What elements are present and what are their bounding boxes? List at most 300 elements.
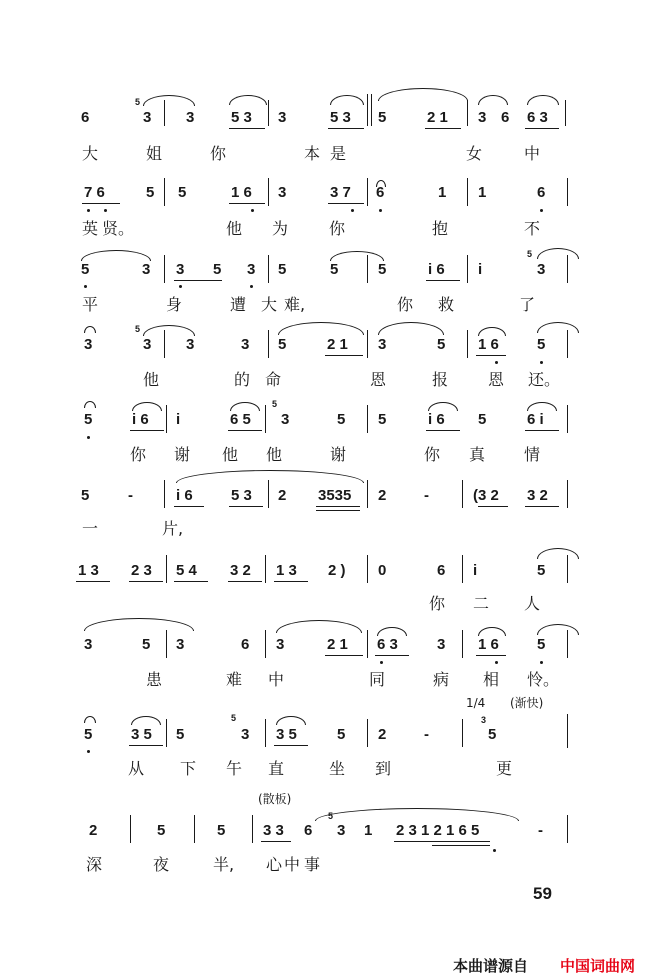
lyric-char: 下 bbox=[180, 759, 197, 778]
note-group: 0 bbox=[378, 562, 387, 579]
bar-line bbox=[166, 719, 167, 747]
slur-arc bbox=[537, 548, 579, 559]
underline-beam bbox=[130, 430, 164, 431]
note-group: 1 bbox=[438, 184, 447, 201]
note-group: 6 bbox=[81, 109, 90, 126]
lyric-char: 你 bbox=[424, 445, 441, 464]
octave-dot bbox=[540, 361, 543, 364]
note-group: 5 bbox=[537, 336, 546, 353]
underline-beam bbox=[432, 845, 490, 846]
lyric-char: 你 bbox=[130, 445, 147, 464]
note-group: 3 5 bbox=[276, 726, 297, 743]
note-group: 3 bbox=[143, 336, 152, 353]
lyric-char: 不 bbox=[524, 219, 541, 238]
source-label: 本曲谱源自 bbox=[453, 957, 529, 975]
note-group: 2 bbox=[378, 726, 387, 743]
octave-dot bbox=[84, 285, 87, 288]
note-group: 5 bbox=[478, 411, 487, 428]
bar-line bbox=[268, 255, 269, 283]
underline-beam bbox=[174, 506, 204, 507]
lyric-char: 你 bbox=[397, 295, 414, 314]
lyric-char: 大 bbox=[82, 144, 99, 163]
bar-line bbox=[467, 178, 468, 206]
underline-beam bbox=[76, 581, 110, 582]
note-group: 5 bbox=[537, 562, 546, 579]
note-group: 3 bbox=[241, 726, 250, 743]
note-group: 3 bbox=[176, 636, 185, 653]
note-group: 2 3 1 2 1 6 5 bbox=[396, 822, 480, 839]
site-watermark-link[interactable]: 中国词曲网 bbox=[560, 957, 636, 975]
note-group: 5 bbox=[278, 261, 287, 278]
bar-line bbox=[268, 100, 269, 126]
note-group: 3 bbox=[186, 109, 195, 126]
octave-dot bbox=[380, 661, 383, 664]
lyric-char: 片, bbox=[162, 519, 184, 538]
bar-line bbox=[567, 714, 568, 748]
octave-dot bbox=[250, 285, 253, 288]
bar-line bbox=[367, 480, 368, 508]
bar-line bbox=[462, 480, 463, 508]
note-group: 6 bbox=[241, 636, 250, 653]
bar-line bbox=[194, 815, 195, 843]
note-group: i 6 bbox=[428, 261, 445, 278]
underline-beam bbox=[229, 128, 265, 129]
bar-line bbox=[166, 630, 167, 658]
note-group: 2 bbox=[378, 487, 387, 504]
lyric-char: 是 bbox=[330, 144, 347, 163]
lyric-char: 直 bbox=[268, 759, 285, 778]
bar-line bbox=[265, 630, 266, 658]
note-group: i 6 bbox=[132, 411, 149, 428]
underline-beam bbox=[426, 430, 460, 431]
note-group: 5 bbox=[81, 261, 90, 278]
note-group: 6 5 bbox=[230, 411, 251, 428]
note-group: 5 4 bbox=[176, 562, 197, 579]
lyric-char: 怜。 bbox=[527, 670, 560, 689]
bar-line bbox=[367, 719, 368, 747]
grace-note: 5 bbox=[328, 811, 334, 821]
note-group: 5 3 bbox=[231, 109, 252, 126]
underline-beam bbox=[478, 506, 508, 507]
underline-beam bbox=[274, 581, 308, 582]
slur-arc bbox=[478, 95, 508, 105]
lyric-char: 他 bbox=[222, 445, 239, 464]
slur-arc bbox=[376, 180, 386, 187]
note-group: - bbox=[538, 822, 543, 839]
note-group: 7 6 bbox=[84, 184, 105, 201]
note-group: 1 bbox=[478, 184, 487, 201]
lyric-char: 真 bbox=[469, 445, 486, 464]
note-group: 6 bbox=[376, 184, 385, 201]
bar-line bbox=[567, 815, 568, 843]
lyric-char: 英 bbox=[82, 219, 99, 238]
bar-line bbox=[567, 405, 568, 433]
lyric-char: 姐 bbox=[146, 144, 163, 163]
note-group: i bbox=[478, 261, 483, 278]
note-group: 5 bbox=[337, 726, 346, 743]
note-group: 5 bbox=[378, 109, 387, 126]
grace-note: 5 bbox=[135, 97, 141, 107]
note-group: 3 bbox=[378, 336, 387, 353]
slur-arc bbox=[278, 322, 364, 335]
octave-dot bbox=[540, 661, 543, 664]
note-group: 2 bbox=[89, 822, 98, 839]
note-group: 6 bbox=[501, 109, 510, 126]
lyric-char: 你 bbox=[329, 219, 346, 238]
slur-arc bbox=[84, 716, 96, 723]
slur-arc bbox=[276, 620, 362, 633]
underline-beam bbox=[328, 203, 364, 204]
lyric-char: 夜 bbox=[153, 855, 170, 874]
lyric-char: 你 bbox=[210, 144, 227, 163]
slur-arc bbox=[143, 325, 195, 336]
lyric-char: 情 bbox=[524, 445, 541, 464]
underline-beam bbox=[375, 655, 409, 656]
lyric-char: 难, bbox=[284, 295, 306, 314]
lyric-char: 中 bbox=[524, 144, 541, 163]
lyric-char: 了 bbox=[519, 295, 536, 314]
lyric-char: 的 bbox=[234, 370, 251, 389]
grace-note: 5 bbox=[527, 249, 533, 259]
underline-beam bbox=[228, 581, 262, 582]
note-group: 6 bbox=[304, 822, 313, 839]
bar-line bbox=[467, 255, 468, 283]
note-group: 1 bbox=[364, 822, 373, 839]
bar-line bbox=[567, 255, 568, 283]
lyric-char: 坐 bbox=[329, 759, 346, 778]
note-group: 5 bbox=[330, 261, 339, 278]
note-group: 6 bbox=[537, 184, 546, 201]
bar-line bbox=[567, 480, 568, 508]
bar-line bbox=[265, 405, 266, 433]
lyric-char: 难 bbox=[226, 670, 243, 689]
octave-dot bbox=[87, 209, 90, 212]
octave-dot bbox=[104, 209, 107, 212]
grace-note: 3 bbox=[481, 715, 487, 725]
note-group: 3 2 bbox=[527, 487, 548, 504]
note-group: 5 bbox=[488, 726, 497, 743]
note-group: 2 bbox=[278, 487, 287, 504]
note-group: 5 bbox=[176, 726, 185, 743]
lyric-char: 他 bbox=[266, 445, 283, 464]
slur-arc bbox=[378, 88, 468, 101]
bar-line bbox=[567, 555, 568, 583]
lyric-char: 心 bbox=[266, 855, 283, 874]
octave-dot bbox=[495, 361, 498, 364]
note-group: 5 bbox=[337, 411, 346, 428]
note-group: 6 i bbox=[527, 411, 544, 428]
note-group: 3 bbox=[84, 636, 93, 653]
octave-dot bbox=[379, 209, 382, 212]
underline-beam bbox=[325, 655, 363, 656]
bar-line bbox=[367, 555, 368, 583]
grace-note: 5 bbox=[231, 713, 237, 723]
lyric-char: 恩 bbox=[488, 370, 505, 389]
note-group: 5 bbox=[146, 184, 155, 201]
octave-dot bbox=[540, 209, 543, 212]
note-group: - bbox=[424, 487, 429, 504]
bar-line bbox=[166, 555, 167, 583]
note-group: 5 bbox=[437, 336, 446, 353]
note-group: 3 bbox=[278, 109, 287, 126]
lyric-char: 二 bbox=[473, 594, 490, 613]
lyric-char: 午 bbox=[226, 759, 243, 778]
bar-line bbox=[367, 405, 368, 433]
lyric-char: 为 bbox=[272, 219, 289, 238]
slur-arc bbox=[537, 624, 579, 635]
slur-arc bbox=[229, 95, 267, 105]
note-group: 5 bbox=[378, 411, 387, 428]
note-group: 5 bbox=[217, 822, 226, 839]
slur-arc bbox=[378, 322, 444, 335]
underline-beam bbox=[525, 430, 559, 431]
note-group: i bbox=[473, 562, 478, 579]
note-group: 3 bbox=[247, 261, 256, 278]
note-group: i 6 bbox=[176, 487, 193, 504]
note-group: 2 1 bbox=[427, 109, 448, 126]
note-group: 6 3 bbox=[377, 636, 398, 653]
underline-beam bbox=[328, 128, 364, 129]
grace-note: 5 bbox=[272, 399, 278, 409]
lyric-char: 他 bbox=[143, 370, 160, 389]
lyric-char: 本 bbox=[304, 144, 321, 163]
note-group: i bbox=[176, 411, 181, 428]
lyric-char: 中 bbox=[268, 670, 285, 689]
bar-line bbox=[371, 94, 372, 126]
note-group: 2 1 bbox=[327, 636, 348, 653]
lyric-char: 报 bbox=[432, 370, 449, 389]
underline-beam bbox=[229, 203, 265, 204]
bar-line bbox=[567, 330, 568, 358]
underline-beam bbox=[316, 506, 360, 507]
meter-marking: 1/4 bbox=[466, 696, 486, 710]
note-group: 3 5 bbox=[131, 726, 152, 743]
note-group: 3 bbox=[142, 261, 151, 278]
bar-line bbox=[268, 480, 269, 508]
note-group: 3 bbox=[281, 411, 290, 428]
lyric-char: 患 bbox=[146, 670, 163, 689]
underline-beam bbox=[174, 581, 208, 582]
bar-line bbox=[467, 330, 468, 358]
slur-arc bbox=[315, 808, 519, 821]
slur-arc bbox=[132, 402, 162, 411]
lyric-char: 一 bbox=[82, 519, 99, 538]
slur-arc bbox=[478, 627, 506, 636]
tempo-marking: (渐快) bbox=[510, 696, 544, 710]
slur-arc bbox=[330, 95, 364, 105]
octave-dot bbox=[251, 209, 254, 212]
bar-line bbox=[462, 555, 463, 583]
underline-beam bbox=[229, 506, 263, 507]
underline-beam bbox=[425, 128, 461, 129]
underline-beam bbox=[325, 355, 363, 356]
note-group: 5 bbox=[84, 726, 93, 743]
underline-beam bbox=[525, 128, 559, 129]
lyric-char: 大 bbox=[261, 295, 278, 314]
underline-beam bbox=[129, 581, 163, 582]
slur-arc bbox=[330, 251, 384, 261]
underline-beam bbox=[476, 355, 506, 356]
note-group: 3 2 bbox=[230, 562, 251, 579]
underline-beam bbox=[525, 506, 559, 507]
page-number: 59 bbox=[533, 884, 552, 903]
note-group: 1 6 bbox=[231, 184, 252, 201]
note-group: 6 bbox=[437, 562, 446, 579]
note-group: 2 ) bbox=[328, 562, 346, 579]
lyric-char: 你 bbox=[429, 594, 446, 613]
lyric-char: 到 bbox=[375, 759, 392, 778]
note-group: 3 bbox=[478, 109, 487, 126]
bar-line bbox=[252, 815, 253, 843]
slur-arc bbox=[84, 401, 96, 408]
lyric-char: 深 bbox=[86, 855, 103, 874]
lyric-char: 命 bbox=[265, 370, 282, 389]
bar-line bbox=[130, 815, 131, 843]
note-group: 1 3 bbox=[276, 562, 297, 579]
slur-arc bbox=[537, 322, 579, 333]
underline-beam bbox=[394, 841, 490, 842]
lyric-char: 同 bbox=[369, 670, 386, 689]
lyric-char: 谢 bbox=[330, 445, 347, 464]
lyric-char: 人 bbox=[524, 594, 541, 613]
lyric-char: 抱 bbox=[432, 219, 449, 238]
note-group: 5 3 bbox=[231, 487, 252, 504]
octave-dot bbox=[87, 436, 90, 439]
note-group: - bbox=[424, 726, 429, 743]
lyric-char: 中 bbox=[284, 855, 301, 874]
octave-dot bbox=[493, 849, 496, 852]
slur-arc bbox=[537, 248, 579, 259]
slur-arc bbox=[230, 402, 260, 411]
slur-arc bbox=[478, 327, 506, 336]
octave-dot bbox=[87, 750, 90, 753]
slur-arc bbox=[276, 716, 306, 725]
octave-dot bbox=[495, 661, 498, 664]
octave-dot bbox=[351, 209, 354, 212]
bar-line bbox=[164, 255, 165, 283]
note-group: 3 bbox=[176, 261, 185, 278]
underline-beam bbox=[82, 203, 120, 204]
slur-arc bbox=[84, 618, 194, 631]
underline-beam bbox=[274, 745, 308, 746]
lyric-char: 还。 bbox=[528, 370, 561, 389]
note-group: 5 bbox=[142, 636, 151, 653]
bar-line bbox=[567, 178, 568, 206]
bar-line bbox=[565, 100, 566, 126]
note-group: 5 bbox=[157, 822, 166, 839]
bar-line bbox=[265, 719, 266, 747]
note-group: 5 3 bbox=[330, 109, 351, 126]
slur-arc bbox=[527, 95, 559, 105]
underline-beam bbox=[476, 655, 506, 656]
bar-line bbox=[268, 330, 269, 358]
note-group: 3 bbox=[278, 184, 287, 201]
note-group: 3 bbox=[437, 636, 446, 653]
slur-arc bbox=[81, 250, 151, 261]
note-group: 3 bbox=[186, 336, 195, 353]
note-group: 3 bbox=[84, 336, 93, 353]
note-group: 3 bbox=[241, 336, 250, 353]
bar-line bbox=[265, 555, 266, 583]
bar-line bbox=[164, 480, 165, 508]
bar-line bbox=[367, 630, 368, 658]
underline-beam bbox=[426, 280, 460, 281]
lyric-char: 病 bbox=[433, 670, 450, 689]
note-group: 1 6 bbox=[478, 636, 499, 653]
note-group: 3 3 bbox=[263, 822, 284, 839]
bar-line bbox=[164, 178, 165, 206]
bar-line bbox=[367, 178, 368, 206]
lyric-char: 从 bbox=[128, 759, 145, 778]
bar-line bbox=[467, 100, 468, 126]
lyric-char: 相 bbox=[483, 670, 500, 689]
lyric-char: 平 bbox=[82, 295, 99, 314]
lyric-char: 女 bbox=[466, 144, 483, 163]
slur-arc bbox=[527, 402, 557, 411]
lyric-char: 救 bbox=[438, 295, 455, 314]
underline-beam bbox=[261, 841, 291, 842]
bar-line bbox=[367, 330, 368, 358]
lyric-char: 谢 bbox=[174, 445, 191, 464]
underline-beam bbox=[316, 510, 360, 511]
note-group: 5 bbox=[378, 261, 387, 278]
lyric-char: 身 bbox=[166, 295, 183, 314]
note-group: 5 bbox=[537, 636, 546, 653]
note-group: 3 bbox=[537, 261, 546, 278]
tempo-marking: (散板) bbox=[258, 792, 292, 806]
note-group: 3 7 bbox=[330, 184, 351, 201]
note-group: i 6 bbox=[428, 411, 445, 428]
note-group: 3 bbox=[276, 636, 285, 653]
note-group: 5 bbox=[178, 184, 187, 201]
note-group: 2 1 bbox=[327, 336, 348, 353]
underline-beam bbox=[228, 430, 262, 431]
note-group: 5 bbox=[213, 261, 222, 278]
note-group: 1 6 bbox=[478, 336, 499, 353]
grace-note: 5 bbox=[135, 324, 141, 334]
note-group: (3 2 bbox=[473, 487, 499, 504]
underline-beam bbox=[129, 745, 163, 746]
lyric-char: 恩 bbox=[370, 370, 387, 389]
note-group: 5 bbox=[84, 411, 93, 428]
lyric-char: 半, bbox=[213, 855, 235, 874]
slur-arc bbox=[143, 95, 195, 106]
slur-arc bbox=[131, 716, 161, 725]
note-group: 1 3 bbox=[78, 562, 99, 579]
lyric-char: 更 bbox=[496, 759, 513, 778]
lyric-char: 事 bbox=[304, 855, 321, 874]
slur-arc bbox=[428, 402, 458, 411]
note-group: 5 bbox=[278, 336, 287, 353]
bar-line bbox=[367, 94, 368, 126]
underline-beam bbox=[174, 280, 222, 281]
lyric-char: 贤。 bbox=[102, 219, 135, 238]
octave-dot bbox=[179, 285, 182, 288]
slur-arc bbox=[377, 627, 407, 636]
note-group: - bbox=[128, 487, 133, 504]
lyric-char: 遭 bbox=[230, 295, 247, 314]
note-group: 2 3 bbox=[131, 562, 152, 579]
note-group: 3 bbox=[143, 109, 152, 126]
slur-arc bbox=[84, 326, 96, 333]
bar-line bbox=[268, 178, 269, 206]
note-group: 5 bbox=[81, 487, 90, 504]
slur-arc bbox=[176, 470, 364, 483]
note-group: 3 bbox=[337, 822, 346, 839]
note-group: 3535 bbox=[318, 487, 352, 504]
note-group: 6 3 bbox=[527, 109, 548, 126]
bar-line bbox=[462, 719, 463, 747]
